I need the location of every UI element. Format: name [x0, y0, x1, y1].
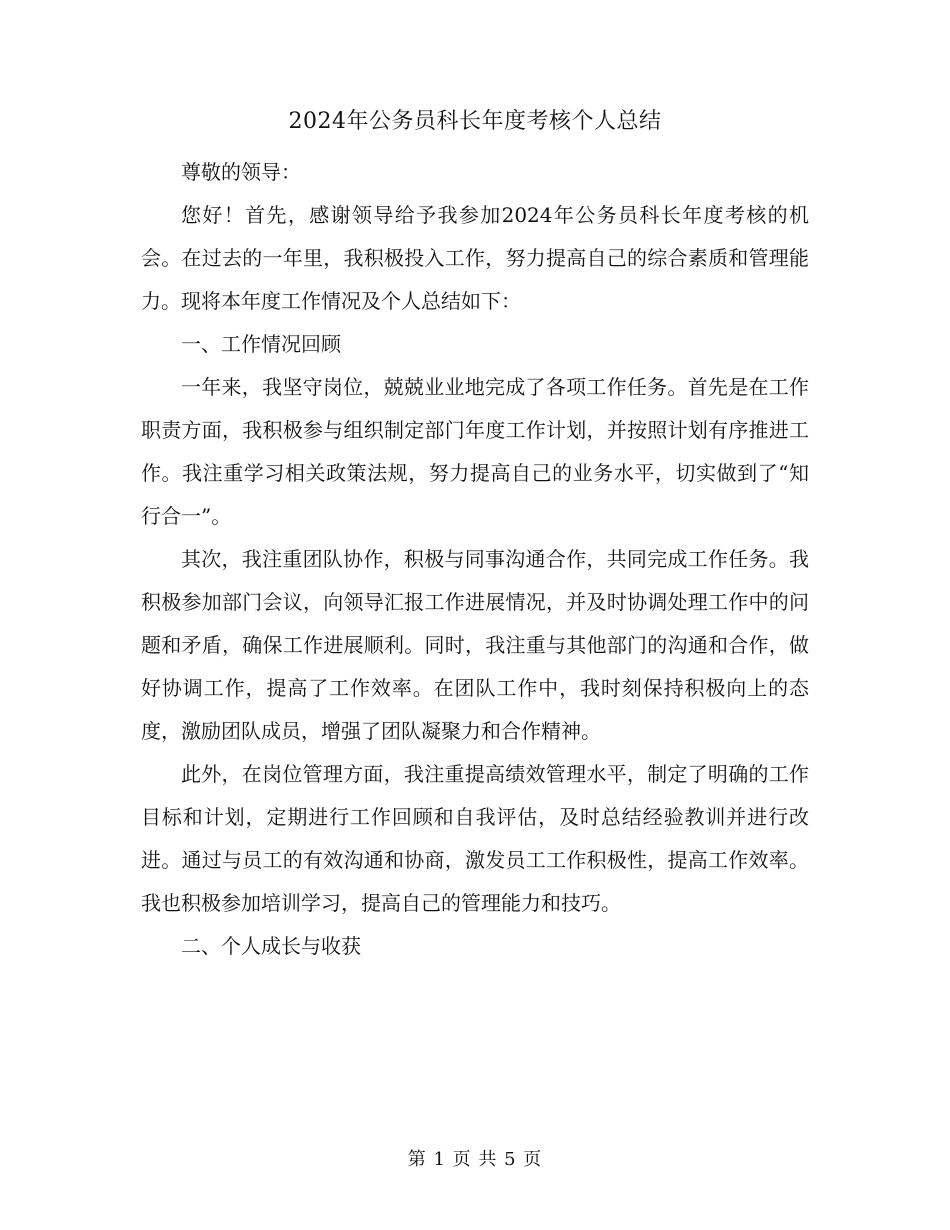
page-number-footer: 第 1 页 共 5 页 — [407, 1149, 543, 1170]
section-heading-1: 一、工作情况回顾 — [181, 332, 341, 356]
paragraph-work-duties: 一年来，我坚守岗位，兢兢业业地完成了各项工作任务。首先是在工作职责方面，我积极参与组织制定部门年度工作计划，并按照计划有序推进工作。我注重学习相关政策法规，努力提高自己的业务水平，切实做到了“知行合一”。 — [141, 375, 809, 528]
paragraph-management: 此外，在岗位管理方面，我注重提高绩效管理水平，制定了明确的工作目标和计划，定期进行工作回顾和自我评估，及时总结经验教训并进行改进。通过与员工的有效沟通和协商，激发员工工作积极性，提高工作效率。我也积极参加培训学习，提高自己的管理能力和技巧。 — [141, 762, 809, 915]
document-title: 2024年公务员科长年度考核个人总结 — [288, 109, 662, 134]
document-body — [141, 151, 809, 968]
paragraph-intro: 您好！首先，感谢领导给予我参加2024年公务员科长年度考核的机会。在过去的一年里，我积极投入工作，努力提高自己的综合素质和管理能力。现将本年度工作情况及个人总结如下： — [141, 203, 809, 313]
section-heading-2: 二、个人成长与收获 — [181, 934, 361, 958]
salutation: 尊敬的领导： — [181, 160, 301, 184]
paragraph-teamwork: 其次，我注重团队协作，积极与同事沟通合作，共同完成工作任务。我积极参加部门会议，向领导汇报工作进展情况，并及时协调处理工作中的问题和矛盾，确保工作进展顺利。同时，我注重与其他部门的沟通和合作，做好协调工作，提高了工作效率。在团队工作中，我时刻保持积极向上的态度，激励团队成员，增强了团队凝聚力和合作精神。 — [141, 547, 809, 743]
